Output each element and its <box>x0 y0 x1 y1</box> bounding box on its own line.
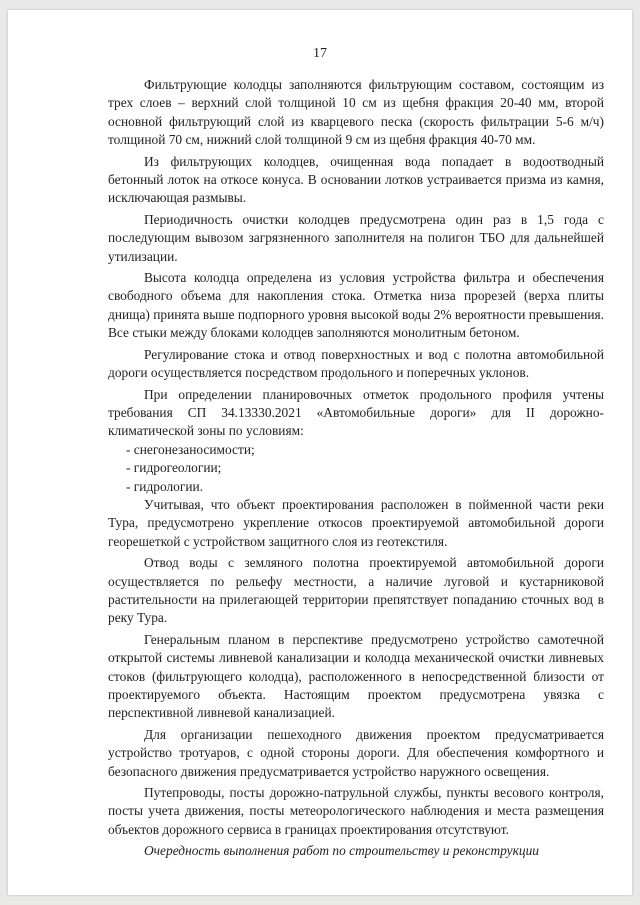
paragraph-storm-sewer: Генеральным планом в перспективе предусмотрено устройство самотечной открытой системы ливневой канализации и колодца механической очистки ливневых стоков (фильтрующего колодца), расположенного в непосредственной близости от проектируемого объекта. Настоящим проектом предусмотрена увязка с перспективной ливневой канализацией. <box>108 631 604 721</box>
paragraph-road-service: Путепроводы, посты дорожно-патрульной службы, пункты весового контроля, посты учета движения, посты метеорологического наблюдения и места размещения объектов дорожного сервиса в границах проектирования отсутствуют. <box>108 785 604 837</box>
paragraph-well-height: Высота колодца определена из условия устройства фильтра и обеспечения свободного объема для накопления стока. Отметка низа прорезей (верха плиты днища) принята выше подпорного уровня высокой воды 2% вероятности превышения. Все стыки между блоками колодцев заполняются монолитным бетоном. <box>108 270 604 341</box>
list-item: - снегонезаносимости; <box>126 441 255 457</box>
list-item: - гидрогеологии; <box>126 460 222 476</box>
paragraph-water-tray: Из фильтрующих колодцев, очищенная вода попадает в водоотводный бетонный лоток на откосе конуса. В основании лотков устраивается призма из камня, исключающая размывы. <box>108 153 604 206</box>
paragraph-work-order-heading: Очередность выполнения работ по строительству и реконструкции <box>144 843 539 859</box>
paragraph-profile-requirements: При определении планировочных отметок продольного профиля учтены требования СП 34.13330.2021 «Автомобильные дороги» для II дорожно-климатической зоны по условиям: <box>108 386 604 439</box>
paragraph-slope-reinforcement: Учитывая, что объект проектирования расположен в пойменной части реки Тура, предусмотрено укрепление откосов проектируемой автомобильной дороги георешеткой с устройством защитного слоя из геотекстиля. <box>108 496 604 549</box>
paragraph-runoff-regulation: Регулирование стока и отвод поверхностных и вод с полотна автомобильной дороги осуществляется посредством продольного и поперечных уклонов. <box>108 346 604 381</box>
page-number: 17 <box>313 46 327 61</box>
paragraph-cleaning-frequency: Периодичность очистки колодцев предусмотрена один раз в 1,5 года с последующим вывозом загрязненного заполнителя на полигон ТБО для дальнейшей утилизации. <box>108 211 604 264</box>
paragraph-pedestrian: Для организации пешеходного движения проектом предусматривается устройство тротуаров, с одной стороны дороги. Для обеспечения комфортного и безопасного движения предусматривается устройство наружного освещения. <box>108 726 604 779</box>
paragraph-filter-composition: Фильтрующие колодцы заполняются фильтрующим составом, состоящим из трех слоев – верхний слой толщиной 10 см из щебня фракция 20-40 мм, второй основной фильтрующий слой из кварцевого песка (скорость фильтрации 5-6 м/ч) толщиной 70 см, нижний слой толщиной 9 см из щебня фракция 40-70 мм. <box>108 77 604 148</box>
paragraph-water-drainage: Отвод воды с земляного полотна проектируемой автомобильной дороги осуществляется по рельефу местности, а наличие луговой и кустарниковой растительности на прилегающей территории препятствует попаданию сточных вод в реку Тура. <box>108 555 604 626</box>
body-text <box>108 76 604 861</box>
document-page <box>8 10 632 895</box>
list-item: - гидрологии. <box>126 478 204 494</box>
